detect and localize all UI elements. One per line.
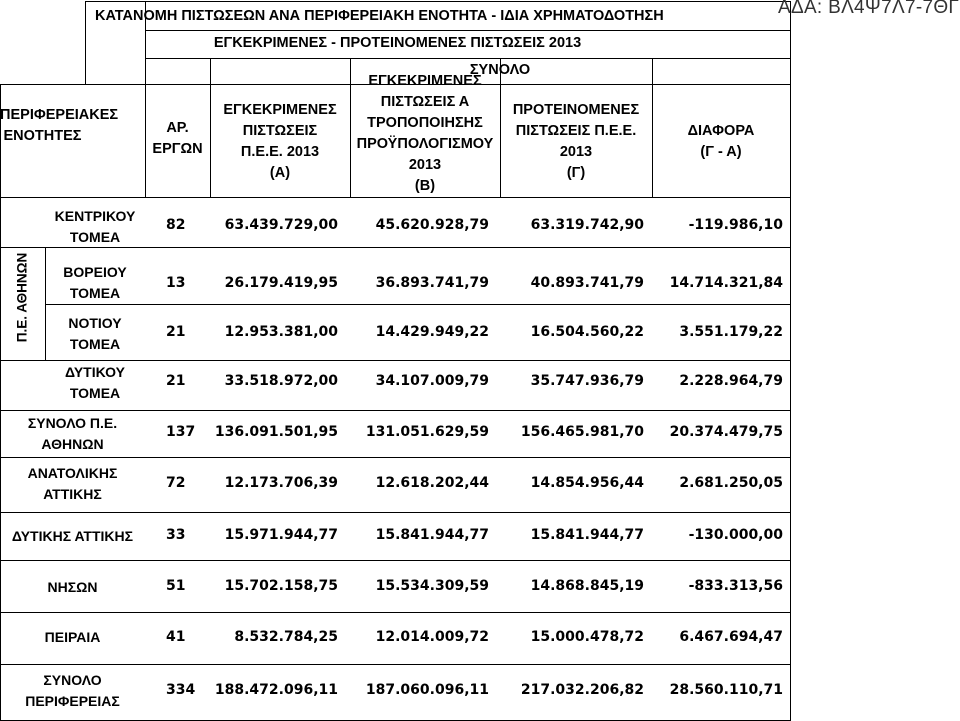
cell-proposed: 15.000.478,72 [530,629,644,645]
cell-difference: 3.551.179,22 [679,324,783,340]
cell-difference: -119.986,10 [688,217,783,233]
cell-revised: 34.107.009,79 [375,373,489,389]
header-regional-units: ΠΕΡΙΦΕΡΕΙΑΚΕΣ ΕΝΟΤΗΤΕΣ [0,107,119,144]
cell-projects: 137 [166,424,196,440]
header-project-count: ΑΡ. ΕΡΓΩΝ [152,120,203,157]
cell-projects: 334 [166,682,196,698]
row-label-east-attica: ΑΝΑΤΟΛΙΚΗΣ ΑΤΤΙΚΗΣ [27,465,118,502]
header-revised-credits: ΕΓΚΕΚΡΙΜΕΝΕΣ ΠΙΣΤΩΣΕΙΣ Α ΤΡΟΠΟΠΟΙΗΣΗΣ ΠΡΟΫΠΟΛΟΓΙΣΜΟΥ 2013 (Β) [356,73,494,194]
row-label-islands: ΝΗΣΩΝ [47,579,98,595]
total-group-header: ΣΥΝΟΛΟ [469,62,531,78]
cell-proposed: 14.868.845,19 [530,578,644,594]
cell-proposed: 15.841.944,77 [530,527,644,543]
cell-projects: 21 [166,373,186,389]
cell-revised: 15.841.944,77 [375,527,489,543]
cell-revised: 36.893.741,79 [375,275,489,291]
cell-approved: 188.472.096,11 [214,682,338,698]
cell-revised: 14.429.949,22 [375,324,489,340]
cell-proposed: 156.465.981,70 [520,424,644,440]
row-label-piraeus: ΠΕΙΡΑΙΑ [44,629,101,645]
row-label-west-attica: ΔΥΤΙΚΗΣ ΑΤΤΙΚΗΣ [11,528,134,544]
cell-proposed: 14.854.956,44 [530,475,644,491]
cell-difference: 20.374.479,75 [669,424,783,440]
cell-revised: 187.060.096,11 [365,682,489,698]
page-subtitle: ΕΓΚΕΚΡΙΜΕΝΕΣ - ΠΡΟΤΕΙΝΟΜΕΝΕΣ ΠΙΣΤΩΣΕΙΣ 2013 [213,35,582,51]
cell-difference: 2.681.250,05 [679,475,783,491]
header-approved-credits: ΕΓΚΕΚΡΙΜΕΝΕΣ ΠΙΣΤΩΣΕΙΣ Π.Ε.Ε. 2013 (Α) [223,102,337,181]
cell-revised: 131.051.629,59 [365,424,489,440]
cell-projects: 41 [166,629,186,645]
cell-difference: -833.313,56 [688,578,783,594]
cell-revised: 15.534.309,59 [375,578,489,594]
cell-difference: -130.000,00 [688,527,783,543]
row-label-athens-total: ΣΥΝΟΛΟ Π.Ε. ΑΘΗΝΩΝ [27,415,118,452]
cell-proposed: 35.747.936,79 [530,373,644,389]
cell-approved: 26.179.419,95 [224,275,338,291]
cell-proposed: 63.319.742,90 [530,217,644,233]
cell-approved: 136.091.501,95 [214,424,338,440]
cell-projects: 82 [166,217,186,233]
header-difference: ΔΙΑΦΟΡΑ (Γ - Α) [687,123,755,160]
row-label-region-total: ΣΥΝΟΛΟ ΠΕΡΙΦΕΡΕΙΑΣ [25,672,120,709]
cell-projects: 33 [166,527,186,543]
cell-proposed: 40.893.741,79 [530,275,644,291]
cell-projects: 51 [166,578,186,594]
page-title: ΚΑΤΑΝΟΜΗ ΠΙΣΤΩΣΕΩΝ ΑΝΑ ΠΕΡΙΦΕΡΕΙΑΚΗ ΕΝΟΤΗΤΑ - ΙΔΙΑ ΧΡΗΜΑΤΟΔΟΤΗΣΗ [95,8,664,24]
cell-difference: 6.467.694,47 [679,629,783,645]
cell-revised: 12.014.009,72 [375,629,489,645]
cell-approved: 12.173.706,39 [224,475,338,491]
cell-approved: 8.532.784,25 [234,629,338,645]
cell-proposed: 16.504.560,22 [530,324,644,340]
group-label-athens: Π.Ε. ΑΘΗΝΩΝ [14,252,30,343]
cell-difference: 2.228.964,79 [679,373,783,389]
cell-projects: 13 [166,275,186,291]
cell-approved: 63.439.729,00 [224,217,338,233]
cell-approved: 15.702.158,75 [224,578,338,594]
cell-approved: 15.971.944,77 [224,527,338,543]
cell-difference: 14.714.321,84 [669,275,783,291]
cell-projects: 21 [166,324,186,340]
cell-projects: 72 [166,475,186,491]
ada-code: ΑΔΑ: ΒΛ4Ψ7Λ7-7ΘΓ [778,0,960,18]
cell-revised: 45.620.928,79 [375,217,489,233]
cell-difference: 28.560.110,71 [669,682,783,698]
header-proposed-credits: ΠΡΟΤΕΙΝΟΜΕΝΕΣ ΠΙΣΤΩΣΕΙΣ Π.Ε.Ε. 2013 (Γ) [512,102,640,181]
cell-approved: 12.953.381,00 [224,324,338,340]
row-label-west: ΔΥΤΙΚΟΥ ΤΟΜΕΑ [65,364,125,401]
row-label-central: ΚΕΝΤΡΙΚΟΥ ΤΟΜΕΑ [54,208,136,245]
cell-proposed: 217.032.206,82 [520,682,644,698]
cell-approved: 33.518.972,00 [224,373,338,389]
cell-revised: 12.618.202,44 [375,475,489,491]
row-label-south: ΝΟΤΙΟΥ ΤΟΜΕΑ [68,315,122,352]
row-label-north: ΒΟΡΕΙΟΥ ΤΟΜΕΑ [63,264,127,301]
